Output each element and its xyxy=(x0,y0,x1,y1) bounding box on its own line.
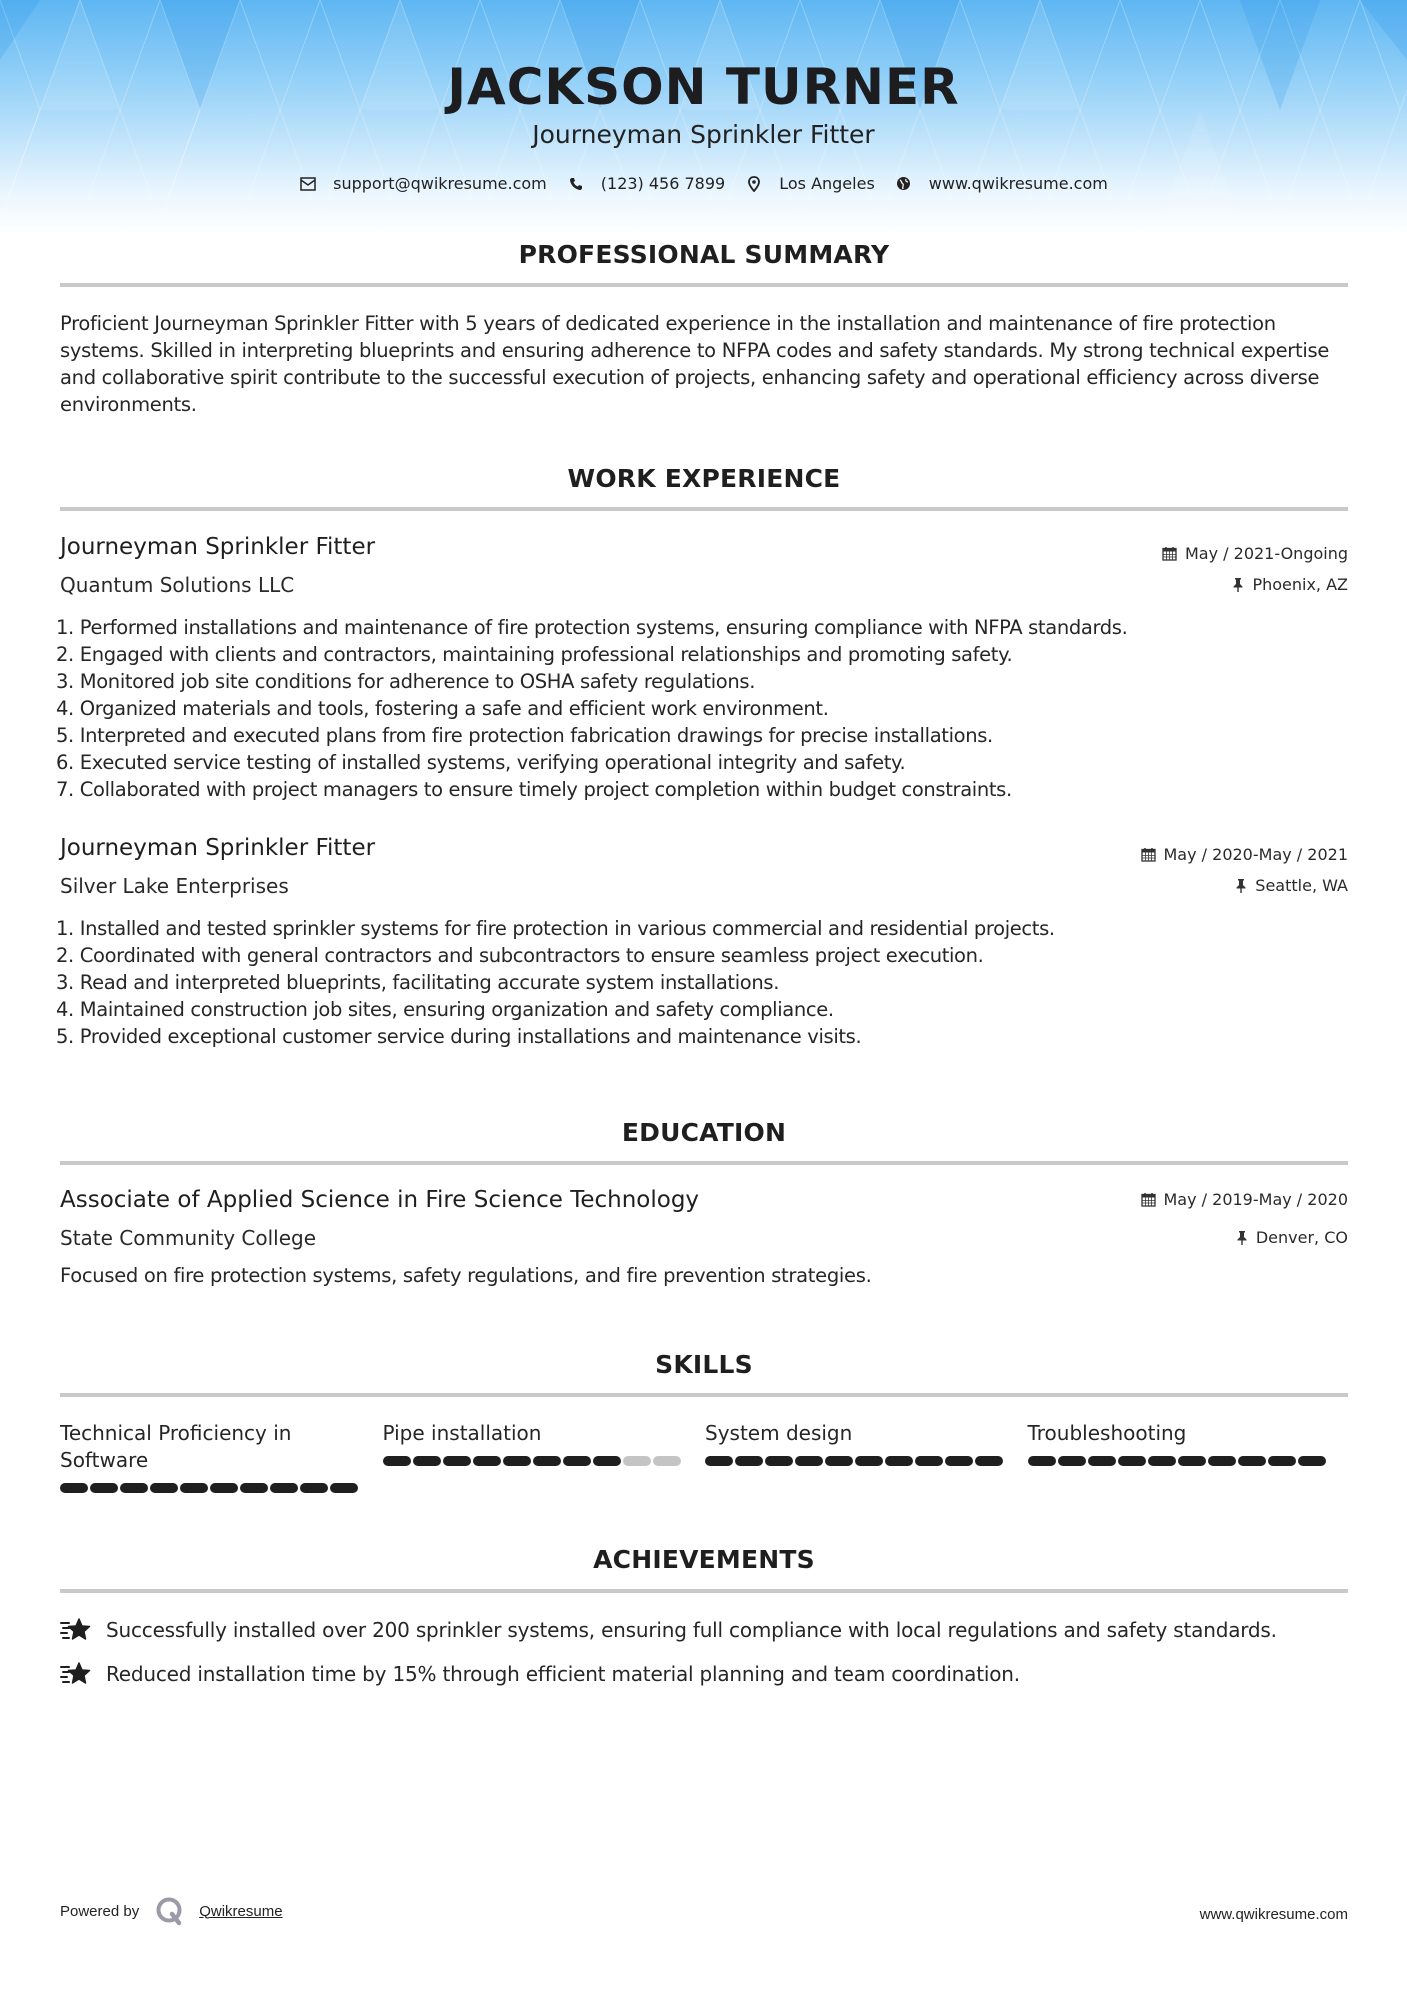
skill-level-bar xyxy=(705,1456,1028,1466)
star-achievement-icon xyxy=(60,1616,92,1644)
contact-phone[interactable] xyxy=(567,174,725,193)
achievement-item xyxy=(60,1660,1020,1688)
skill-level-segment xyxy=(975,1456,1003,1466)
job-location xyxy=(1232,575,1348,594)
education-dates xyxy=(1141,1190,1349,1209)
section-title-experience: WORK EXPERIENCE xyxy=(567,464,841,493)
list-item: 7. Collaborated with project managers to ensure timely project completion within budget constraints. xyxy=(56,778,1012,801)
skill-level-segment xyxy=(1238,1456,1266,1466)
skill-level-segment xyxy=(1028,1456,1056,1466)
company-name: Silver Lake Enterprises xyxy=(60,874,289,898)
qwikresume-logo-icon xyxy=(155,1896,185,1926)
achievement-item xyxy=(60,1616,1277,1644)
contact-location-text: Los Angeles xyxy=(779,174,875,193)
section-title-summary: PROFESSIONAL SUMMARY xyxy=(518,240,890,269)
education-dates-text: May / 2019-May / 2020 xyxy=(1163,1190,1348,1209)
contact-email-text: support@qwikresume.com xyxy=(333,174,547,193)
list-item: 6. Executed service testing of installed systems, verifying operational integrity and safety. xyxy=(56,751,906,774)
envelope-icon xyxy=(299,175,317,193)
skill-level-bar xyxy=(383,1456,706,1466)
pushpin-icon xyxy=(1236,1230,1248,1246)
job-responsibilities xyxy=(56,614,1356,803)
skill-level-bar xyxy=(60,1483,383,1493)
skill-level-segment xyxy=(855,1456,883,1466)
achievement-text: Successfully installed over 200 sprinkler systems, ensuring full compliance with local regulations and safety standards. xyxy=(106,1618,1277,1642)
section-divider xyxy=(60,507,1348,511)
degree-title: Associate of Applied Science in Fire Science Technology xyxy=(60,1187,700,1213)
calendar-icon xyxy=(1141,1192,1156,1207)
skill-level-segment xyxy=(330,1483,358,1493)
footer-powered-by xyxy=(60,1896,283,1926)
qwikresume-link[interactable]: Qwikresume xyxy=(199,1902,283,1920)
calendar-icon xyxy=(1162,546,1177,561)
section-divider xyxy=(60,1161,1348,1165)
education-description: Focused on fire protection systems, safety regulations, and fire prevention strategies. xyxy=(60,1264,872,1287)
skill-item xyxy=(383,1420,706,1493)
contact-website[interactable] xyxy=(895,174,1108,193)
triangle-pattern-background xyxy=(0,0,1407,235)
job-location xyxy=(1235,876,1348,895)
section-divider xyxy=(60,283,1348,287)
list-item: 1. Performed installations and maintenance of fire protection systems, ensuring compliance with NFPA standards. xyxy=(56,616,1128,639)
job-responsibilities xyxy=(56,915,1356,1050)
skill-level-bar xyxy=(1028,1456,1351,1466)
skills-grid xyxy=(60,1420,1350,1493)
skill-level-segment xyxy=(915,1456,943,1466)
contact-location xyxy=(745,174,875,193)
skill-level-segment xyxy=(60,1483,88,1493)
school-name: State Community College xyxy=(60,1226,317,1250)
skill-name: Troubleshooting xyxy=(1027,1421,1187,1445)
skill-level-segment xyxy=(473,1456,501,1466)
skill-level-segment xyxy=(1118,1456,1146,1466)
star-achievement-icon xyxy=(60,1660,92,1688)
candidate-name: JACKSON TURNER xyxy=(447,58,960,116)
job-dates xyxy=(1141,845,1349,864)
skill-level-segment xyxy=(210,1483,238,1493)
footer-website[interactable]: www.qwikresume.com xyxy=(1199,1906,1348,1923)
company-name: Quantum Solutions LLC xyxy=(60,573,295,597)
list-item: 2. Coordinated with general contractors and subcontractors to ensure seamless project execution. xyxy=(56,944,984,967)
skill-level-segment xyxy=(503,1456,531,1466)
skill-level-segment xyxy=(1208,1456,1236,1466)
job-title: Journeyman Sprinkler Fitter xyxy=(60,534,376,560)
skill-level-segment xyxy=(1298,1456,1326,1466)
skill-level-segment xyxy=(705,1456,733,1466)
contact-phone-text: (123) 456 7899 xyxy=(600,174,726,193)
skill-name: Pipe installation xyxy=(382,1421,542,1445)
skill-item xyxy=(60,1420,383,1493)
skill-level-segment xyxy=(443,1456,471,1466)
map-marker-icon xyxy=(745,175,763,193)
skill-item xyxy=(705,1420,1028,1493)
job-dates-text: May / 2021-Ongoing xyxy=(1185,544,1348,563)
contact-email[interactable] xyxy=(299,174,547,193)
education-location-text: Denver, CO xyxy=(1255,1228,1348,1247)
skill-name: System design xyxy=(705,1421,853,1445)
list-item: 5. Provided exceptional customer service during installations and maintenance visits. xyxy=(56,1025,862,1048)
skill-level-segment xyxy=(1178,1456,1206,1466)
achievement-text: Reduced installation time by 15% through efficient material planning and team coordination. xyxy=(106,1662,1020,1686)
job-dates-text: May / 2020-May / 2021 xyxy=(1163,845,1348,864)
skill-level-segment xyxy=(1268,1456,1296,1466)
skill-level-segment xyxy=(270,1483,298,1493)
skill-level-segment xyxy=(563,1456,591,1466)
skill-level-segment xyxy=(825,1456,853,1466)
skill-level-segment xyxy=(885,1456,913,1466)
section-title-skills: SKILLS xyxy=(655,1350,753,1379)
skill-level-segment xyxy=(413,1456,441,1466)
list-item: 3. Read and interpreted blueprints, facilitating accurate system installations. xyxy=(56,971,780,994)
calendar-icon xyxy=(1141,847,1156,862)
skill-level-segment xyxy=(240,1483,268,1493)
section-title-education: EDUCATION xyxy=(621,1118,787,1147)
job-dates xyxy=(1162,544,1348,563)
skill-level-segment xyxy=(300,1483,328,1493)
skill-level-segment xyxy=(765,1456,793,1466)
skill-item xyxy=(1028,1420,1351,1493)
skill-name: Technical Proficiency in Software xyxy=(60,1421,292,1472)
skill-level-segment xyxy=(180,1483,208,1493)
skill-level-segment xyxy=(120,1483,148,1493)
list-item: 4. Maintained construction job sites, ensuring organization and safety compliance. xyxy=(56,998,834,1021)
skill-level-segment xyxy=(90,1483,118,1493)
section-divider xyxy=(60,1393,1348,1397)
pushpin-icon xyxy=(1235,878,1247,894)
list-item: 3. Monitored job site conditions for adherence to OSHA safety regulations. xyxy=(56,670,756,693)
candidate-title: Journeyman Sprinkler Fitter xyxy=(532,120,875,149)
job-title: Journeyman Sprinkler Fitter xyxy=(60,835,376,861)
phone-icon xyxy=(567,175,585,193)
list-item: 2. Engaged with clients and contractors, maintaining professional relationships and promoting safety. xyxy=(56,643,1013,666)
contact-website-text: www.qwikresume.com xyxy=(928,174,1108,193)
powered-by-label: Powered by xyxy=(60,1902,140,1920)
skill-level-segment xyxy=(1058,1456,1086,1466)
skill-level-segment xyxy=(1088,1456,1116,1466)
education-location xyxy=(1236,1228,1348,1247)
skill-level-segment xyxy=(653,1456,681,1466)
pushpin-icon xyxy=(1232,577,1244,593)
skill-level-segment xyxy=(150,1483,178,1493)
resume-header xyxy=(0,0,1407,235)
summary-text: Proficient Journeyman Sprinkler Fitter with 5 years of dedicated experience in the installation and maintenance of fire protection systems. Skilled in interpreting blueprints and ensuring adherence to NFPA codes and safety standards. My strong technical expertise and collaborative spirit contribute to the successful execution of projects, enhancing safety and operational efficiency across diverse environments. xyxy=(60,312,1330,416)
list-item: 4. Organized materials and tools, fostering a safe and efficient work environment. xyxy=(56,697,829,720)
list-item: 5. Interpreted and executed plans from fire protection fabrication drawings for precise installations. xyxy=(56,724,993,747)
skill-level-segment xyxy=(795,1456,823,1466)
skill-level-segment xyxy=(623,1456,651,1466)
globe-icon xyxy=(895,175,913,193)
skill-level-segment xyxy=(533,1456,561,1466)
skill-level-segment xyxy=(593,1456,621,1466)
list-item: 1. Installed and tested sprinkler systems for fire protection in various commercial and residential projects. xyxy=(56,917,1055,940)
skill-level-segment xyxy=(1148,1456,1176,1466)
contact-bar xyxy=(0,174,1407,193)
section-title-achievements: ACHIEVEMENTS xyxy=(593,1545,815,1574)
section-divider xyxy=(60,1589,1348,1593)
skill-level-segment xyxy=(735,1456,763,1466)
job-location-text: Phoenix, AZ xyxy=(1252,575,1348,594)
skill-level-segment xyxy=(383,1456,411,1466)
skill-level-segment xyxy=(945,1456,973,1466)
job-location-text: Seattle, WA xyxy=(1255,876,1348,895)
